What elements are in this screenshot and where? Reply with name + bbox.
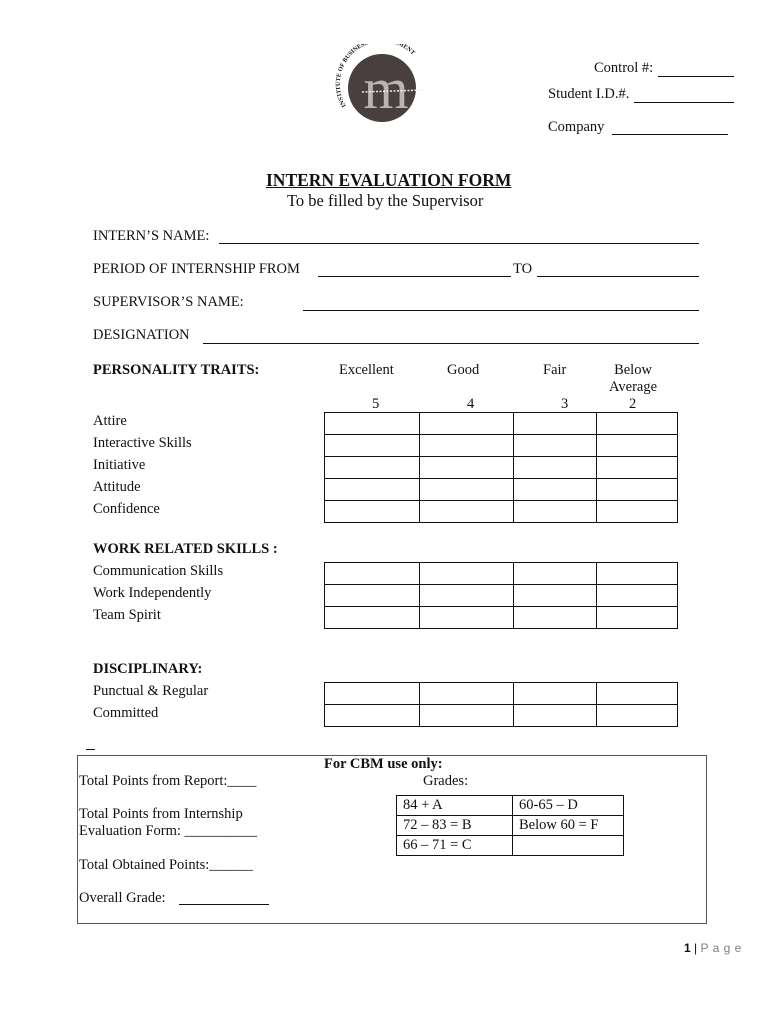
rating-cell[interactable]	[597, 607, 678, 629]
rating-cell[interactable]	[325, 435, 420, 457]
grade-cell	[513, 836, 624, 856]
grade-cell: 84 + A	[397, 796, 513, 816]
logo-letter: m	[363, 56, 409, 121]
control-field[interactable]	[658, 76, 734, 77]
cbm-heading: For CBM use only:	[324, 756, 443, 772]
col-good-label: Good	[447, 362, 480, 378]
period-to-label: TO	[513, 261, 533, 277]
col-good-score: 4	[467, 396, 475, 412]
rating-cell[interactable]	[597, 413, 678, 435]
company-field[interactable]	[612, 134, 728, 135]
rating-cell[interactable]	[597, 683, 678, 705]
grade-cell: Below 60 = F	[513, 816, 624, 836]
list-item: Attire	[93, 413, 127, 429]
work-skills-heading: WORK RELATED SKILLS :	[93, 541, 278, 557]
rating-cell[interactable]	[420, 563, 514, 585]
col-below-average-score: 2	[629, 396, 637, 412]
total-obtained-label: Total Obtained Points:______	[79, 857, 253, 873]
intern-name-label: INTERN’S NAME:	[93, 228, 210, 244]
rating-cell[interactable]	[325, 479, 420, 501]
rating-cell[interactable]	[514, 413, 597, 435]
disciplinary-heading: DISCIPLINARY:	[93, 661, 203, 677]
rating-cell[interactable]	[420, 435, 514, 457]
col-excellent-score: 5	[372, 396, 380, 412]
personality-rating-grid	[324, 412, 678, 523]
rating-cell[interactable]	[514, 563, 597, 585]
list-item: Confidence	[93, 501, 160, 517]
work-rating-grid	[324, 562, 678, 629]
designation-field[interactable]	[203, 343, 699, 344]
rating-cell[interactable]	[514, 683, 597, 705]
grades-table	[396, 795, 624, 856]
rating-cell[interactable]	[325, 501, 420, 523]
total-internship-label-2: Evaluation Form: __________	[79, 823, 258, 839]
supervisor-name-field[interactable]	[303, 310, 699, 311]
supervisor-name-label: SUPERVISOR’S NAME:	[93, 294, 244, 310]
rating-cell[interactable]	[514, 435, 597, 457]
list-item: Initiative	[93, 457, 146, 473]
rating-cell[interactable]	[420, 501, 514, 523]
page-number: 1	[684, 941, 691, 955]
col-fair-score: 3	[561, 396, 569, 412]
list-item: Attitude	[93, 479, 141, 495]
col-fair-label: Fair	[543, 362, 567, 378]
personality-heading: PERSONALITY TRAITS:	[93, 362, 260, 378]
list-item: Work Independently	[93, 585, 212, 601]
rating-cell[interactable]	[514, 457, 597, 479]
page-label: P a g e	[700, 941, 742, 955]
rating-cell[interactable]	[514, 585, 597, 607]
total-report-label: Total Points from Report:____	[79, 773, 257, 789]
designation-label: DESIGNATION	[93, 327, 190, 343]
rating-cell[interactable]	[325, 683, 420, 705]
student-id-field[interactable]	[634, 102, 734, 103]
rating-cell[interactable]	[325, 457, 420, 479]
grade-cell: 72 – 83 = B	[397, 816, 513, 836]
col-excellent-label: Excellent	[339, 362, 394, 378]
rating-cell[interactable]	[325, 585, 420, 607]
rating-cell[interactable]	[514, 705, 597, 727]
rating-cell[interactable]	[420, 683, 514, 705]
list-item: Committed	[93, 705, 159, 721]
rating-cell[interactable]	[597, 585, 678, 607]
logo	[332, 44, 436, 128]
rating-cell[interactable]	[420, 479, 514, 501]
disciplinary-rating-grid	[324, 682, 678, 727]
list-item: Punctual & Regular	[93, 683, 209, 699]
rating-cell[interactable]	[597, 435, 678, 457]
rating-cell[interactable]	[325, 413, 420, 435]
rating-cell[interactable]	[420, 413, 514, 435]
rating-cell[interactable]	[597, 563, 678, 585]
rating-cell[interactable]	[420, 457, 514, 479]
company-label: Company	[548, 119, 605, 135]
rating-cell[interactable]	[325, 563, 420, 585]
form-title: INTERN EVALUATION FORM	[266, 170, 512, 190]
rating-cell[interactable]	[420, 607, 514, 629]
list-item: Interactive Skills	[93, 435, 192, 451]
rating-cell[interactable]	[514, 607, 597, 629]
grade-cell: 66 – 71 = C	[397, 836, 513, 856]
rating-cell[interactable]	[420, 585, 514, 607]
rating-cell[interactable]	[514, 479, 597, 501]
intern-name-field[interactable]	[219, 243, 699, 244]
grades-label: Grades:	[423, 773, 469, 789]
rating-cell[interactable]	[514, 501, 597, 523]
rating-cell[interactable]	[597, 479, 678, 501]
period-from-label: PERIOD OF INTERNSHIP FROM	[93, 261, 300, 277]
rating-cell[interactable]	[597, 705, 678, 727]
rating-cell[interactable]	[597, 501, 678, 523]
control-label: Control #:	[594, 60, 654, 76]
rating-cell[interactable]	[325, 705, 420, 727]
rating-cell[interactable]	[597, 457, 678, 479]
list-item: Team Spirit	[93, 607, 161, 623]
list-item: Communication Skills	[93, 563, 224, 579]
period-from-field[interactable]	[318, 276, 511, 277]
overall-grade-field[interactable]	[179, 904, 269, 905]
dash-mark	[86, 749, 95, 750]
total-internship-label: Total Points from Internship	[79, 806, 243, 822]
col-below-average-label: Below Average	[608, 362, 658, 395]
page-footer: 1 | P a g e	[684, 941, 742, 955]
grade-cell: 60-65 – D	[513, 796, 624, 816]
logo-emblem	[332, 44, 436, 128]
logo-arc-text: INSTITUTE OF BUSINES MENT	[334, 44, 417, 109]
rating-cell[interactable]	[420, 705, 514, 727]
student-id-label: Student I.D.#.	[548, 86, 630, 102]
overall-grade-label: Overall Grade:	[79, 890, 166, 906]
form-subtitle: To be filled by the Supervisor	[287, 191, 484, 210]
rating-cell[interactable]	[325, 607, 420, 629]
period-to-field[interactable]	[537, 276, 699, 277]
